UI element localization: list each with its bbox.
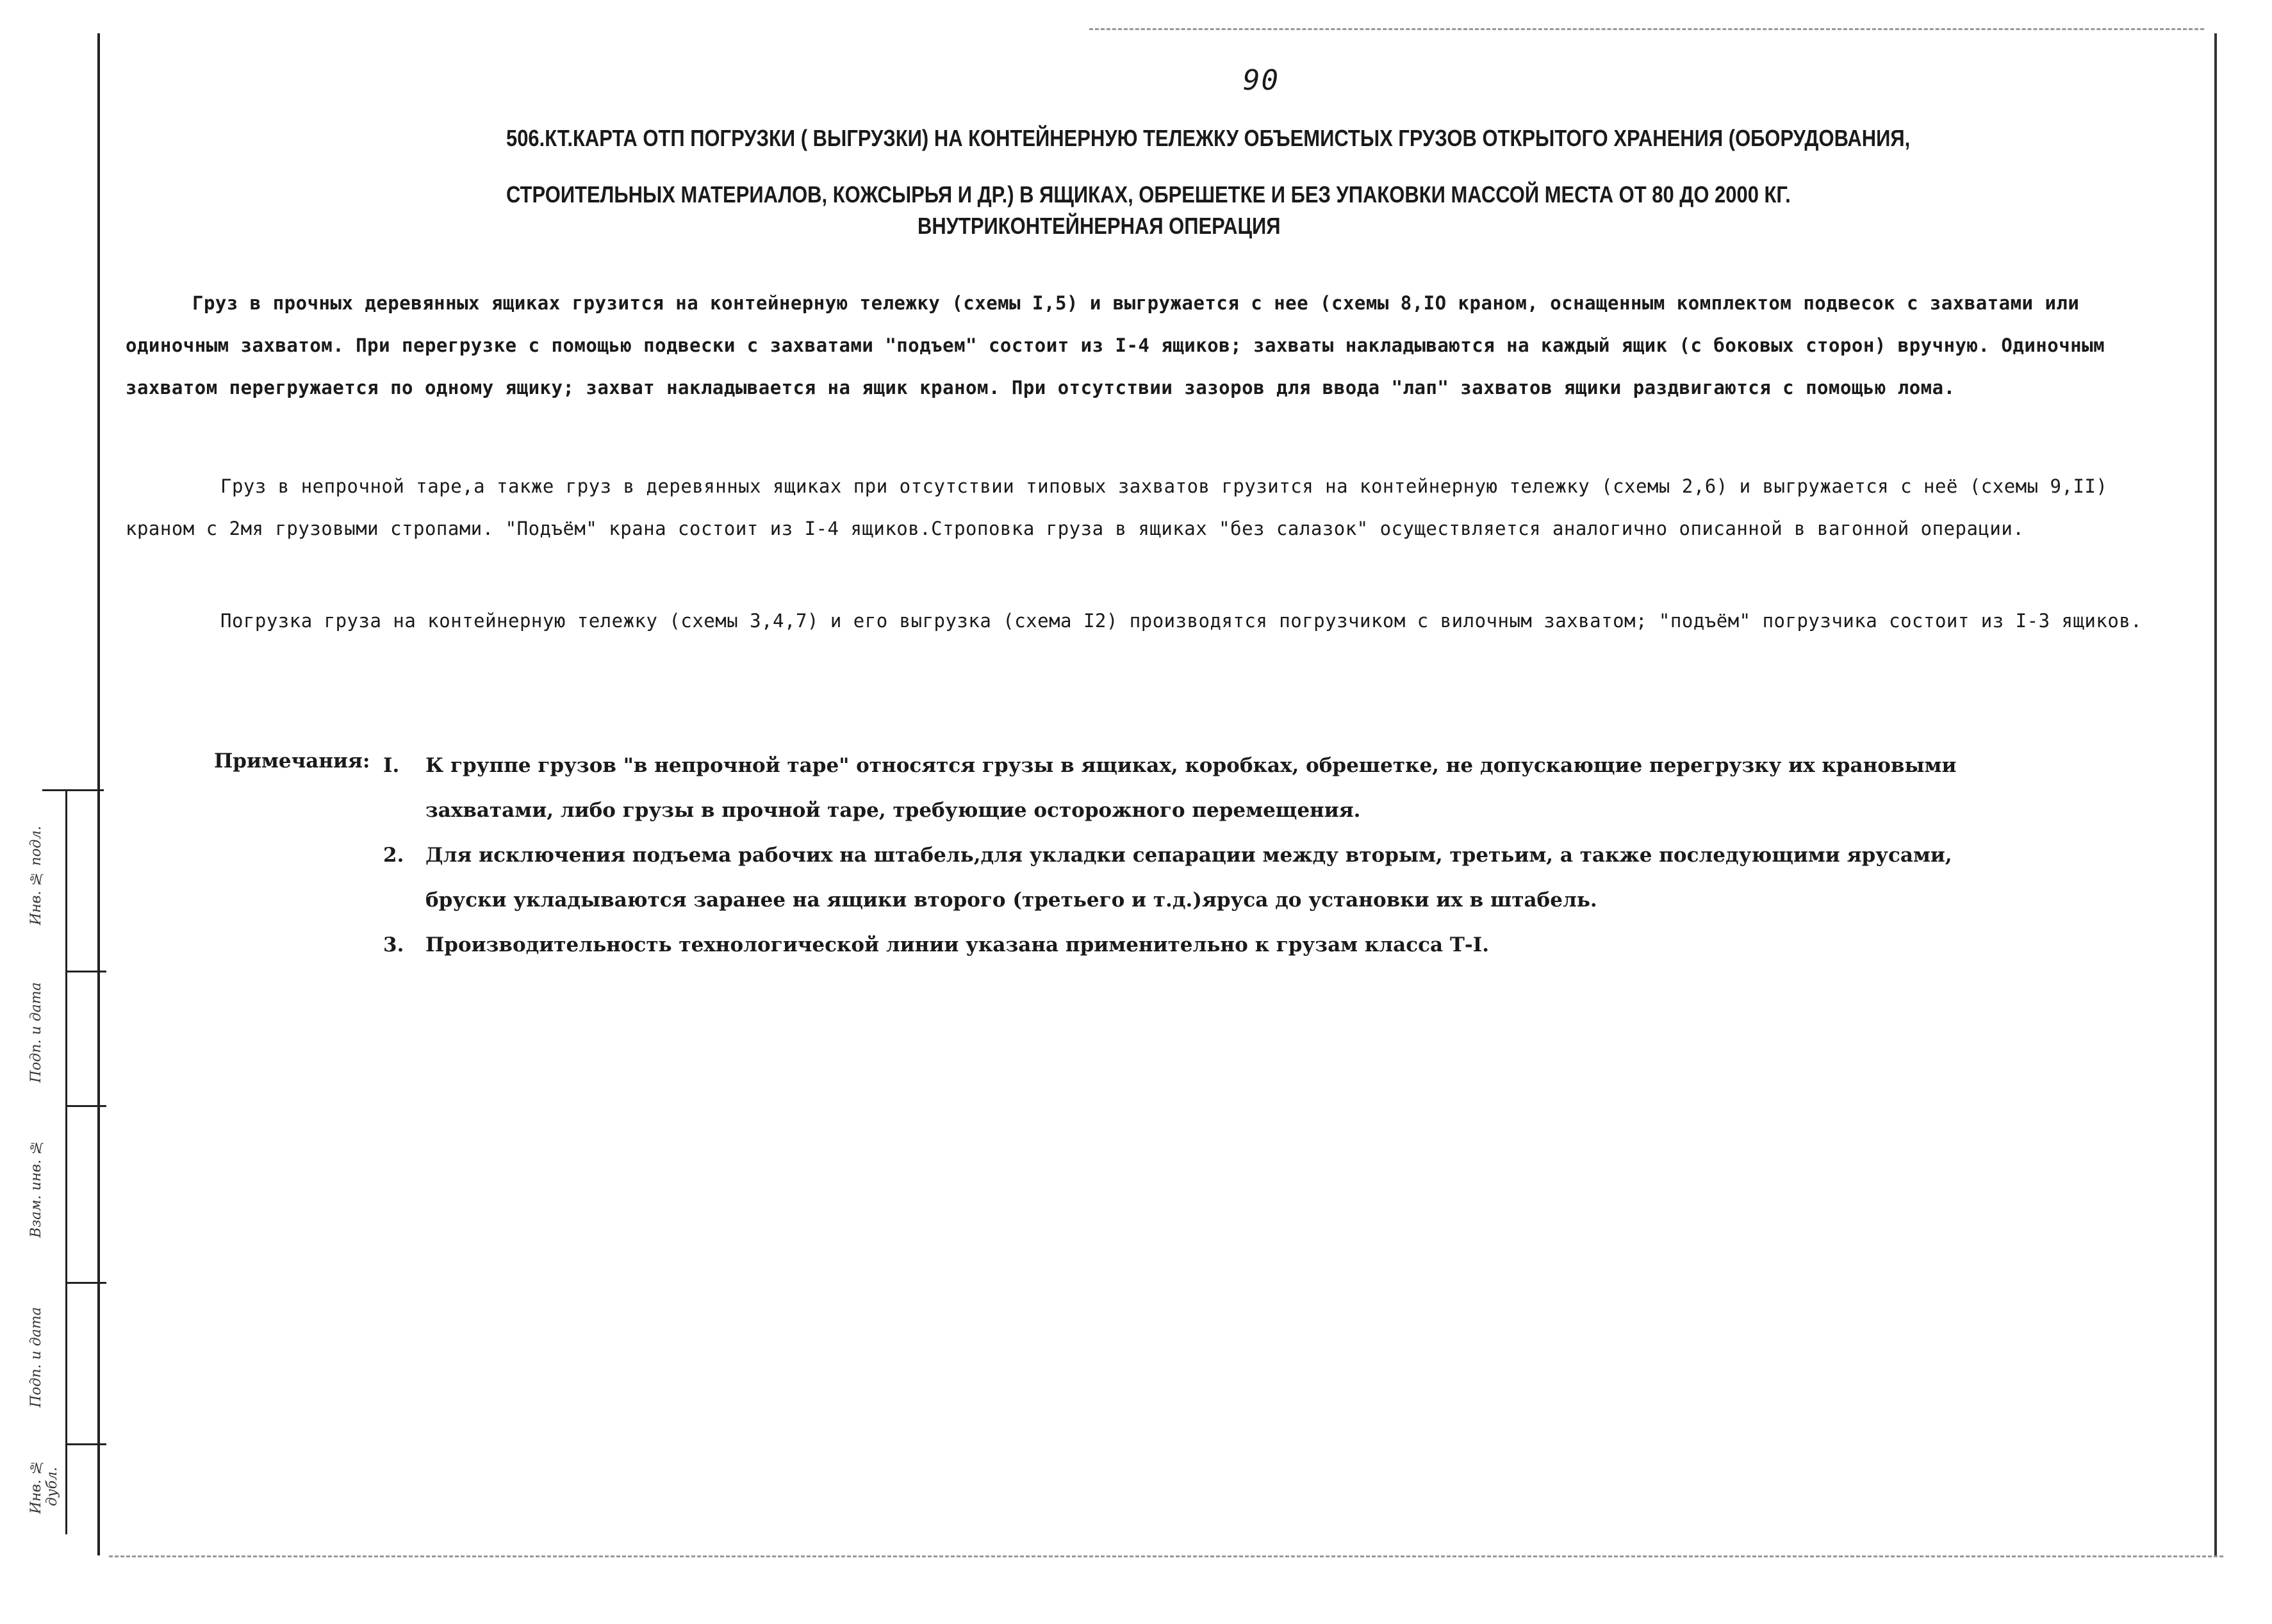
note-text: Производительность технологической линии указана применительно к грузам класса Т-I.: [425, 933, 1490, 956]
document-title-line-2: СТРОИТЕЛЬНЫХ МАТЕРИАЛОВ, КОЖСЫРЬЯ И ДР.) В ЯЩИКАХ, ОБРЕШЕТКЕ И БЕЗ УПАКОВКИ МАССОЙ МЕСТА ОТ 80 ДО 2000 КГ.: [506, 181, 1791, 208]
margin-stamp-row-line: [65, 1282, 106, 1284]
note-item: [383, 743, 2152, 833]
paragraph-crane-weak-packaging: Груз в непрочной таре,а также груз в деревянных ящиках при отсутствии типовых захватов грузится на контейнерную тележку (схемы 2,6) и выгружается с неё (схемы 9,II) краном с 2мя грузовыми стропами. "Подъём" крана состоит из I-4 ящиков.Строповка груза в ящиках "без салазок" осуществляется аналогично описанной в вагонной операции.: [126, 475, 2108, 539]
note-continuation: бруски укладываются заранее на ящики второго (третьего и т.д.)яруса до установки их в штабель.: [425, 889, 1597, 912]
note-continuation: захватами, либо грузы в прочной таре, требующие осторожного перемещения.: [425, 799, 1361, 822]
section-heading: ВНУТРИКОНТЕЙНЕРНАЯ ОПЕРАЦИЯ: [918, 213, 1281, 239]
margin-stamp-cell: Взам. инв. №: [28, 1139, 44, 1238]
note-item: [383, 923, 2152, 967]
margin-stamp-cell: Подп. и дата: [28, 982, 44, 1083]
note-item: [383, 833, 2152, 923]
scan-noise-bottom: [109, 1555, 2223, 1559]
paragraph-forklift: Погрузка груза на контейнерную тележку (схемы 3,4,7) и его выгрузка (схема I2) производятся погрузчиком с вилочным захватом; "подъём" погрузчика состоит из I-3 ящиков.: [220, 610, 2143, 632]
margin-stamp-row-line: [65, 1105, 106, 1107]
margin-stamp-cell: Инв. № дубл.: [28, 1459, 60, 1514]
note-text: Для исключения подъема рабочих на штабель,для укладки сепарации между вторым, третьим, а также последующими ярусами,: [425, 844, 1952, 867]
document-title-line-1: 506.КТ.КАРТА ОТП ПОГРУЗКИ ( ВЫГРУЗКИ) НА КОНТЕЙНЕРНУЮ ТЕЛЕЖКУ ОБЪЕМИСТЫХ ГРУЗОВ ОТКРЫТОГО ХРАНЕНИЯ (ОБОРУДОВАНИЯ,: [506, 125, 1911, 151]
page-number: 90: [1243, 64, 1280, 97]
note-number: 2.: [383, 844, 404, 867]
margin-stamp-divider: [65, 791, 67, 1534]
notes-label: Примечания:: [214, 750, 370, 773]
note-number: I.: [383, 754, 400, 777]
margin-stamp-cell: Инв. № подл.: [28, 826, 44, 926]
margin-stamp-row-line: [65, 1443, 106, 1445]
margin-stamp-cell: Подп. и дата: [28, 1307, 44, 1408]
scan-noise-top: [1089, 28, 2204, 32]
paragraph-crane-strong-boxes: Груз в прочных деревянных ящиках грузится на контейнерную тележку (схемы I,5) и выгружается с нее (схемы 8,IO краном, оснащенным комплектом подвесок с захватами или одиночным захватом. При перегрузке с помощью подвески с захватами "подъем" состоит из I-4 ящиков; захваты накладываются на каждый ящик (с боковых сторон) вручную. Одиночным захватом перегружается по одному ящику; захват накладывается на ящик краном. При отсутствии зазоров для ввода "лап" захватов ящики раздвигаются с помощью лома.: [126, 292, 2105, 398]
margin-stamp-row-line: [65, 971, 106, 972]
note-number: 3.: [383, 933, 404, 956]
note-text: К группе грузов "в непрочной таре" относятся грузы в ящиках, коробках, обрешетке, не допускающие перегрузку их крановыми: [425, 754, 1957, 777]
